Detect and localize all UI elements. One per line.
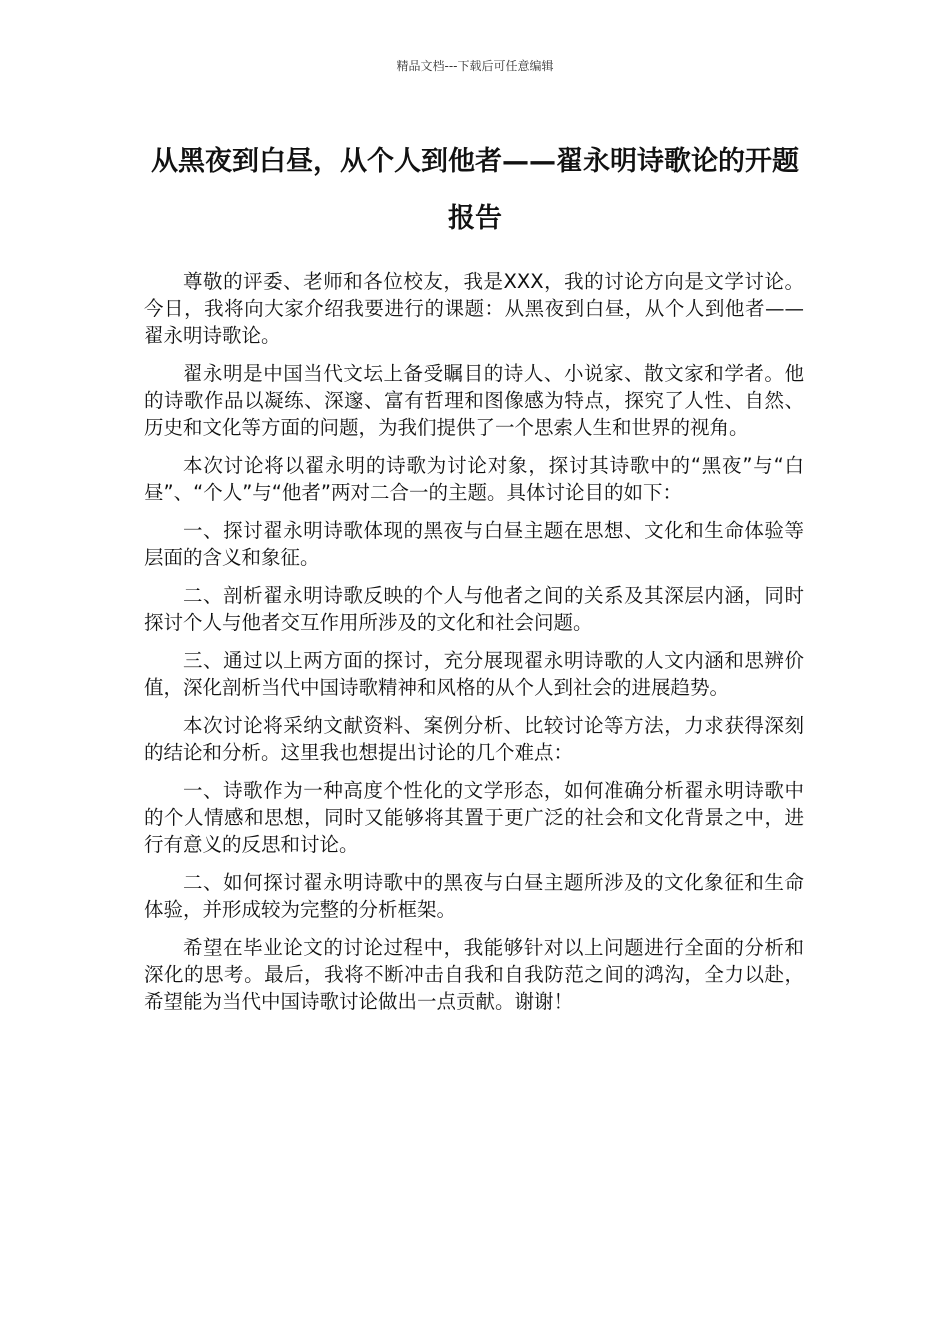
paragraph-goal-1: 一、探讨翟永明诗歌体现的黑夜与白昼主题在思想、文化和生命体验等层面的含义和象征。 (144, 519, 804, 569)
paragraph-difficulty-1: 一、诗歌作为一种高度个性化的文学形态，如何准确分析翟永明诗歌中的个人情感和思想，同时又能够将其置于更广泛的社会和文化背景之中，进行有意义的反思和讨论。 (144, 779, 804, 856)
paragraph-goal-3: 三、通过以上两方面的探讨，充分展现翟永明诗歌的人文内涵和思辨价值，深化剖析当代中国诗歌精神和风格的从个人到社会的进展趋势。 (144, 649, 804, 699)
header-note: 精品文档---下载后可任意编辑 (396, 59, 554, 73)
paragraph-difficulty-2: 二、如何探讨翟永明诗歌中的黑夜与白昼主题所涉及的文化象征和生命体验，并形成较为完整的分析框架。 (144, 871, 804, 921)
document-title: 从黑夜到白昼，从个人到他者——翟永明诗歌论的开题报告 (151, 146, 799, 234)
paragraph-goal-2: 二、剖析翟永明诗歌反映的个人与他者之间的关系及其深层内涵，同时探讨个人与他者交互作用所涉及的文化和社会问题。 (144, 584, 804, 634)
paragraph-closing: 希望在毕业论文的讨论过程中，我能够针对以上问题进行全面的分析和深化的思考。最后，我将不断冲击自我和自我防范之间的鸿沟，全力以赴，希望能为当代中国诗歌讨论做出一点贡献。谢谢！ (144, 936, 804, 1013)
paragraph-methods: 本次讨论将采纳文献资料、案例分析、比较讨论等方法，力求获得深刻的结论和分析。这里我也想提出讨论的几个难点： (144, 714, 804, 764)
paragraph-poet-background: 翟永明是中国当代文坛上备受瞩目的诗人、小说家、散文家和学者。他的诗歌作品以凝练、深邃、富有哲理和图像感为特点，探究了人性、自然、历史和文化等方面的问题，为我们提供了一个思索人生和世界的视角。 (144, 362, 804, 439)
paragraph-research-object: 本次讨论将以翟永明的诗歌为讨论对象，探讨其诗歌中的“黑夜”与“白昼”、“个人”与“他者”两对二合一的主题。具体讨论目的如下： (144, 454, 804, 504)
document-body (144, 268, 804, 1026)
paragraph-intro: 尊敬的评委、老师和各位校友，我是XXX，我的讨论方向是文学讨论。今日，我将向大家介绍我要进行的课题：从黑夜到白昼，从个人到他者——翟永明诗歌论。 (144, 270, 804, 347)
